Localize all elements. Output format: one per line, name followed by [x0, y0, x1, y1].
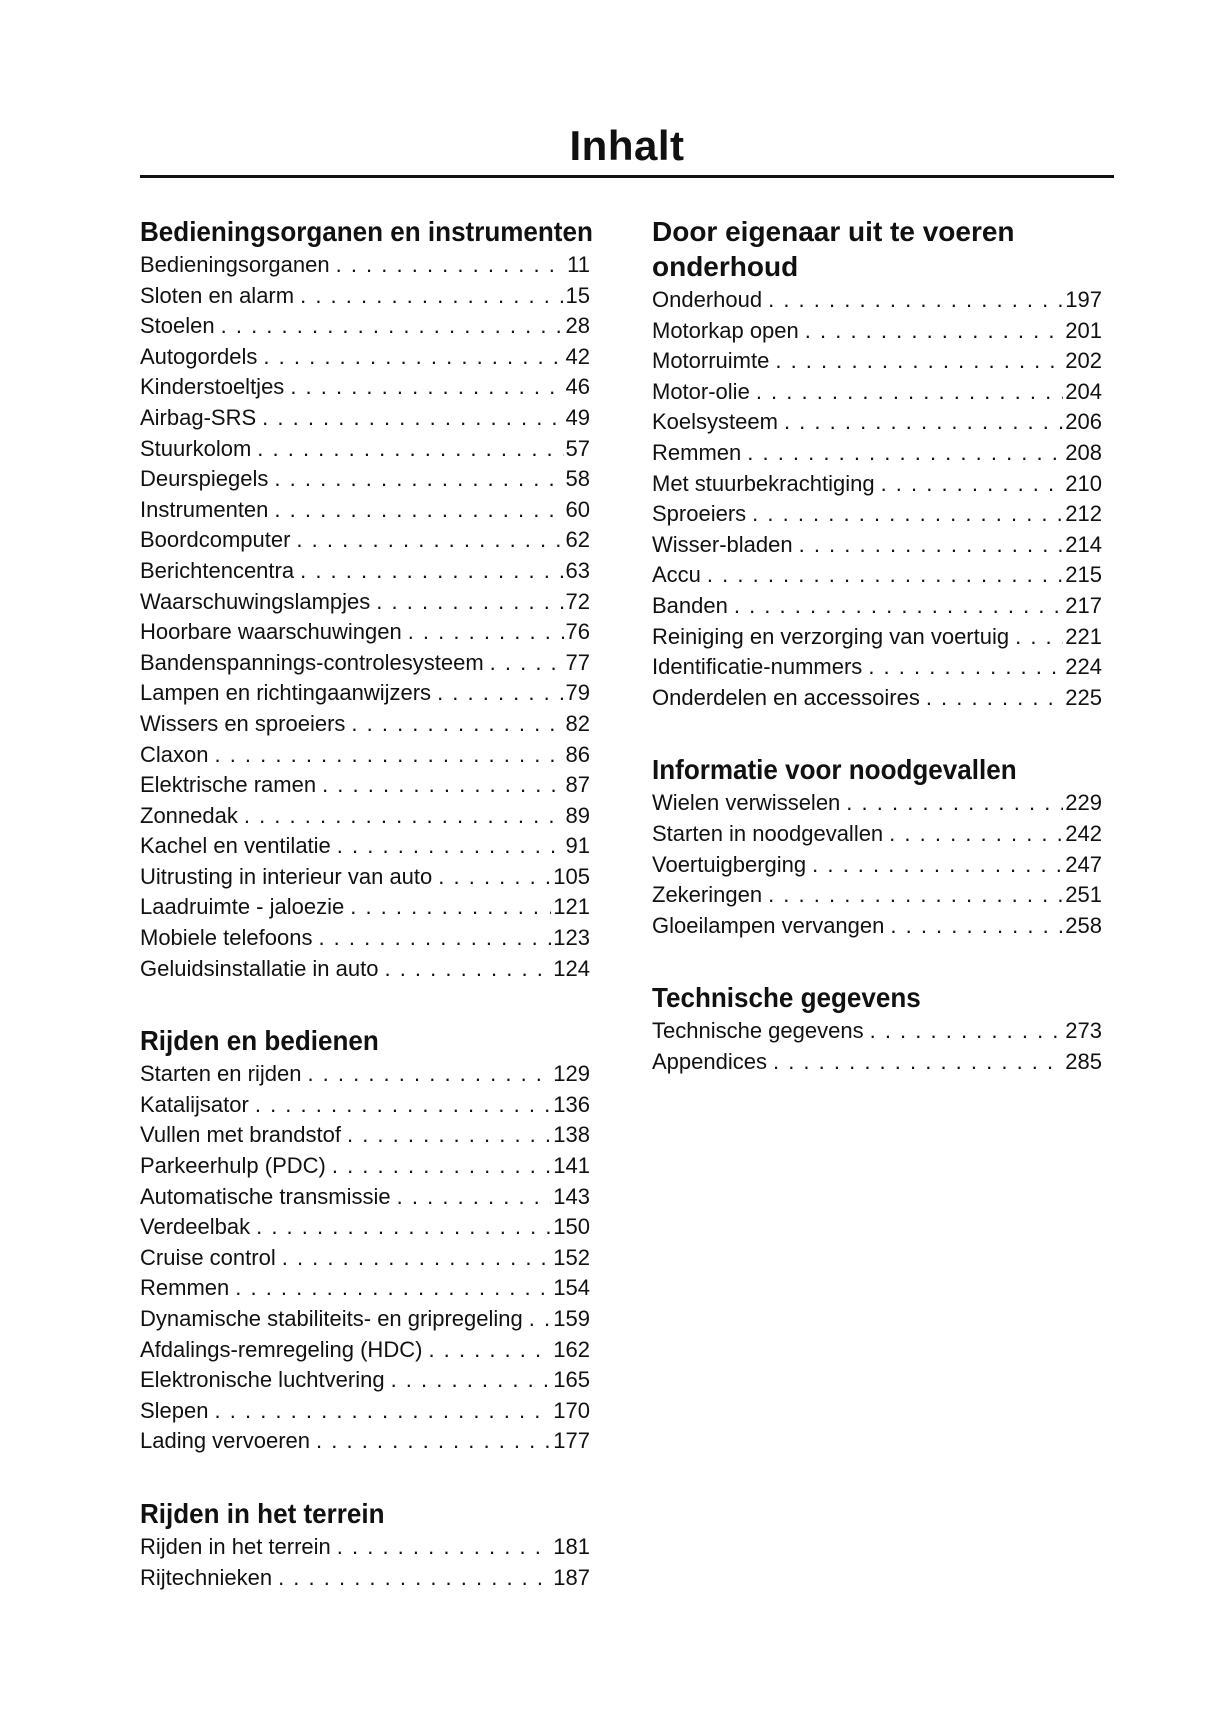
dot-leader: [784, 407, 1063, 438]
toc-entry-title: Voertuigberging: [652, 851, 807, 877]
toc-entry[interactable]: [652, 530, 1102, 561]
toc-entry-title: Lampen en richtingaanwijzers: [140, 680, 432, 706]
toc-entry[interactable]: [140, 1120, 590, 1151]
toc-entry-title: Hoorbare waarschuwingen: [140, 619, 402, 645]
dot-leader: [768, 880, 1063, 911]
toc-entry[interactable]: [652, 819, 1102, 850]
toc-entry-title: Identificatie-nummers: [652, 654, 863, 680]
toc-entry-title: Airbag-SRS: [140, 404, 257, 430]
toc-entry[interactable]: [140, 770, 590, 801]
toc-entry-title: Berichtencentra: [140, 557, 295, 583]
toc-column-left: [140, 214, 593, 1632]
dot-leader: [332, 1151, 551, 1182]
toc-entry-title: Waarschuwingslampjes: [140, 588, 371, 614]
toc-entry-title: Boordcomputer: [140, 527, 291, 553]
toc-entry-page: 42: [565, 343, 590, 369]
dot-leader: [756, 377, 1063, 408]
toc-entry-title: Stoelen: [140, 313, 215, 339]
dot-leader: [890, 911, 1063, 942]
section-heading: Bedieningsorganen en instrumenten: [140, 216, 593, 247]
toc-entry[interactable]: [140, 678, 590, 709]
toc-entry[interactable]: [652, 346, 1102, 377]
toc-entry[interactable]: [140, 1182, 590, 1213]
toc-entry-title: Geluidsinstallatie in auto: [140, 955, 379, 981]
section-heading: Rijden en bedienen: [140, 1025, 379, 1057]
dot-leader: [805, 316, 1064, 347]
dot-leader: [868, 652, 1063, 683]
toc-entry-page: 154: [553, 1275, 590, 1301]
toc-entry-title: Claxon: [140, 741, 209, 767]
toc-entry[interactable]: [140, 587, 590, 618]
toc-entry[interactable]: [652, 683, 1102, 714]
dot-leader: [318, 923, 551, 954]
dot-leader: [274, 464, 563, 495]
dot-leader: [889, 819, 1063, 850]
toc-entry-page: 105: [553, 863, 590, 889]
toc-entry-page: 86: [565, 741, 590, 767]
toc-entry-page: 165: [553, 1367, 590, 1393]
dot-leader: [397, 1182, 552, 1213]
dot-leader: [747, 438, 1063, 469]
toc-entry-page: 206: [1065, 409, 1102, 435]
toc-entry-title: Slepen: [140, 1397, 209, 1423]
toc-entry-page: 62: [565, 527, 590, 553]
toc-entry-page: 79: [565, 680, 590, 706]
toc-entry-title: Wisser-bladen: [652, 531, 793, 557]
toc-entry[interactable]: [652, 1047, 1102, 1078]
toc-entry-title: Wissers en sproeiers: [140, 710, 346, 736]
toc-entry-page: 72: [565, 588, 590, 614]
toc-entry-page: 89: [565, 802, 590, 828]
dot-leader: [428, 1335, 551, 1366]
toc-entry-page: 214: [1065, 531, 1102, 557]
dot-leader: [529, 1304, 552, 1335]
toc-entry-title: Rijtechnieken: [140, 1564, 273, 1590]
toc-entry-page: 46: [565, 374, 590, 400]
dot-leader: [775, 346, 1063, 377]
toc-entry-page: 217: [1065, 592, 1102, 618]
toc-entry[interactable]: [652, 880, 1102, 911]
section-heading: Rijden in het terrein: [140, 1497, 385, 1529]
toc-entry-title: Bandenspannings-controlesysteem: [140, 649, 484, 675]
toc-entry[interactable]: [652, 622, 1102, 653]
toc-entry-title: Sproeiers: [652, 501, 747, 527]
toc-entry-title: Reiniging en verzorging van voertuig: [652, 623, 1010, 649]
toc-entry-page: 150: [553, 1214, 590, 1240]
toc-entry[interactable]: [140, 709, 590, 740]
toc-entry-page: 60: [565, 496, 590, 522]
toc-entry-title: Katalijsator: [140, 1091, 249, 1117]
dot-leader: [336, 250, 566, 281]
toc-entry-page: 202: [1065, 348, 1102, 374]
toc-entry-page: 201: [1065, 317, 1102, 343]
toc-entry-title: Zekeringen: [652, 882, 763, 908]
dot-leader: [290, 372, 563, 403]
toc-entry-page: 136: [553, 1091, 590, 1117]
dot-leader: [263, 342, 563, 373]
toc-entry-page: 258: [1065, 912, 1102, 938]
toc-entry-title: Zonnedak: [140, 802, 238, 828]
toc-entry[interactable]: [652, 560, 1102, 591]
toc-entry-page: 212: [1065, 501, 1102, 527]
toc-entry[interactable]: [140, 1212, 590, 1243]
toc-entry-page: 77: [565, 649, 590, 675]
toc-section: [652, 214, 1102, 713]
toc-entry-page: 28: [565, 313, 590, 339]
toc-entry[interactable]: [652, 850, 1102, 881]
toc-entry-page: 121: [553, 894, 590, 920]
toc-entry-page: 124: [553, 955, 590, 981]
toc-entry-title: Stuurkolom: [140, 435, 252, 461]
toc-entry[interactable]: [140, 1273, 590, 1304]
toc-entry[interactable]: [652, 911, 1102, 942]
page-title: Inhalt: [569, 122, 685, 169]
toc-entry-page: 11: [567, 252, 590, 277]
toc-entry-page: 87: [565, 772, 590, 798]
toc-entry-title: Remmen: [652, 439, 742, 465]
dot-leader: [221, 311, 564, 342]
dot-leader: [322, 770, 563, 801]
dot-leader: [300, 556, 563, 587]
toc-entry-page: 181: [553, 1533, 590, 1559]
toc-entry[interactable]: [652, 469, 1102, 500]
toc-entry[interactable]: [140, 1426, 590, 1457]
dot-leader: [846, 788, 1063, 819]
toc-entry-title: Uitrusting in interieur van auto: [140, 863, 433, 889]
toc-entry[interactable]: [140, 1059, 590, 1090]
toc-entry[interactable]: [140, 740, 590, 771]
toc-section: [140, 214, 593, 984]
toc-entry-page: 187: [553, 1564, 590, 1590]
dot-leader: [215, 1396, 552, 1427]
toc-entry[interactable]: [140, 1090, 590, 1121]
dot-leader: [926, 683, 1063, 714]
dot-leader: [351, 709, 563, 740]
toc-entry[interactable]: [140, 403, 590, 434]
toc-entry-page: 225: [1065, 684, 1102, 710]
dot-leader: [870, 1016, 1064, 1047]
dot-leader: [274, 495, 563, 526]
toc-entry[interactable]: [652, 285, 1102, 316]
dot-leader: [437, 678, 563, 709]
toc-entry-page: 159: [553, 1306, 590, 1331]
toc-entry-title: Lading vervoeren: [140, 1428, 311, 1454]
toc-entry-title: Afdalings-remregeling (HDC): [140, 1336, 423, 1362]
toc-entry-title: Accu: [652, 562, 701, 588]
dot-leader: [438, 862, 551, 893]
toc-entry-page: 210: [1065, 470, 1102, 496]
dot-leader: [490, 648, 564, 679]
toc-entry[interactable]: [652, 377, 1102, 408]
toc-entry-title: Deurspiegels: [140, 466, 269, 492]
toc-entry-title: Bedieningsorganen: [140, 252, 330, 277]
toc-entry[interactable]: [652, 591, 1102, 622]
toc-section: [652, 752, 1102, 941]
toc-entry-title: Kachel en ventilatie: [140, 833, 331, 859]
dot-leader: [316, 1426, 551, 1457]
toc-entry[interactable]: [140, 954, 590, 985]
toc-entry[interactable]: [140, 801, 590, 832]
toc-entry-page: 197: [1065, 287, 1102, 312]
toc-entry-title: Banden: [652, 592, 728, 618]
title-divider: [140, 175, 1114, 178]
dot-leader: [707, 560, 1063, 591]
toc-entry-title: Rijden in het terrein: [140, 1533, 331, 1559]
toc-entry-title: Met stuurbekrachtiging: [652, 470, 875, 496]
toc-entry-title: Koelsysteem: [652, 409, 778, 435]
dot-leader: [214, 740, 563, 771]
section-heading: Door eigenaar uit te voeren onderhoud: [652, 216, 1015, 282]
toc-entry-page: 15: [565, 282, 590, 308]
toc-entry-title: Cruise control: [140, 1244, 276, 1270]
dot-leader: [282, 1243, 552, 1274]
toc-entry-page: 251: [1065, 882, 1102, 908]
dot-leader: [1015, 622, 1063, 653]
toc-entry-title: Technische gegevens: [652, 1018, 864, 1044]
toc-entry[interactable]: [140, 1243, 590, 1274]
toc-entry[interactable]: [140, 311, 590, 342]
toc-section: [140, 1496, 590, 1593]
toc-entry[interactable]: [652, 652, 1102, 683]
toc-entry-title: Motorkap open: [652, 317, 799, 343]
toc-entry[interactable]: [140, 923, 590, 954]
dot-leader: [256, 1212, 551, 1243]
toc-entry-page: 143: [553, 1183, 590, 1209]
dot-leader: [384, 954, 551, 985]
dot-leader: [734, 591, 1063, 622]
dot-leader: [350, 892, 551, 923]
toc-entry-page: 208: [1065, 439, 1102, 465]
toc-entry-title: Starten en rijden: [140, 1061, 302, 1087]
toc-entry-page: 162: [553, 1336, 590, 1362]
toc-section: [652, 980, 1102, 1077]
dot-leader: [337, 831, 564, 862]
dot-leader: [255, 1090, 551, 1121]
toc-entry-page: 224: [1065, 654, 1102, 680]
section-heading: Technische gegevens: [652, 982, 921, 1014]
toc-entry[interactable]: [140, 434, 590, 465]
toc-entry-page: 138: [553, 1122, 590, 1148]
toc-entry-page: 242: [1065, 820, 1102, 846]
toc-entry-title: Remmen: [140, 1275, 230, 1301]
toc-entry-title: Motor-olie: [652, 378, 750, 404]
toc-entry[interactable]: [140, 281, 590, 312]
toc-entry-title: Dynamische stabiliteits- en gripregeling: [140, 1306, 523, 1331]
toc-entry-page: 129: [553, 1061, 590, 1087]
toc-entry-title: Kinderstoeltjes: [140, 374, 285, 400]
toc-entry-page: 229: [1065, 790, 1102, 816]
toc-entry-page: 58: [565, 466, 590, 492]
toc-entry-title: Verdeelbak: [140, 1214, 251, 1240]
toc-entry-title: Wielen verwisselen: [652, 790, 841, 816]
toc-entry-page: 152: [553, 1244, 590, 1270]
toc-entry[interactable]: [652, 1016, 1102, 1047]
toc-entry-title: Starten in noodgevallen: [652, 820, 884, 846]
toc-entry-title: Sloten en alarm: [140, 282, 295, 308]
toc-entry-page: 57: [565, 435, 590, 461]
toc-entry-title: Instrumenten: [140, 496, 269, 522]
toc-entry[interactable]: [652, 407, 1102, 438]
toc-entry-title: Elektronische luchtvering: [140, 1367, 385, 1393]
toc-entry[interactable]: [140, 372, 590, 403]
toc-entry[interactable]: [140, 1335, 590, 1366]
dot-leader: [300, 281, 563, 312]
toc-entry-page: 141: [553, 1153, 590, 1179]
section-heading: Informatie voor noodgevallen: [652, 754, 1017, 786]
toc-entry-page: 91: [565, 833, 590, 859]
toc-entry-page: 49: [565, 404, 590, 430]
dot-leader: [235, 1273, 551, 1304]
dot-leader: [347, 1120, 551, 1151]
dot-leader: [881, 469, 1064, 500]
toc-entry-page: 285: [1065, 1048, 1102, 1074]
dot-leader: [812, 850, 1063, 881]
dot-leader: [408, 617, 564, 648]
toc-entry-page: 82: [565, 710, 590, 736]
toc-entry-title: Autogordels: [140, 343, 258, 369]
toc-entry-title: Gloeilampen vervangen: [652, 912, 885, 938]
toc-entry-title: Parkeerhulp (PDC): [140, 1153, 326, 1179]
toc-section: [140, 1023, 590, 1457]
dot-leader: [799, 530, 1064, 561]
toc-entry[interactable]: [140, 648, 590, 679]
toc-entry-page: 221: [1065, 623, 1102, 649]
toc-entry[interactable]: [140, 525, 590, 556]
toc-entry[interactable]: [140, 892, 590, 923]
toc-entry[interactable]: [652, 788, 1102, 819]
toc-entry-title: Laadruimte - jaloezie: [140, 894, 345, 920]
toc-entry-page: 76: [565, 619, 590, 645]
dot-leader: [244, 801, 564, 832]
toc-entry[interactable]: [652, 438, 1102, 469]
toc-entry-page: 63: [565, 557, 590, 583]
toc-entry-title: Automatische transmissie: [140, 1183, 391, 1209]
toc-entry-title: Onderhoud: [652, 287, 763, 312]
toc-entry[interactable]: [140, 1304, 590, 1335]
toc-entry[interactable]: [140, 862, 590, 893]
toc-entry[interactable]: [140, 1563, 590, 1594]
toc-entry[interactable]: [652, 316, 1102, 347]
dot-leader: [768, 285, 1063, 316]
toc-entry-title: Onderdelen en accessoires: [652, 684, 920, 710]
dot-leader: [337, 1532, 552, 1563]
toc-entry[interactable]: [140, 1396, 590, 1427]
dot-leader: [278, 1563, 551, 1594]
dot-leader: [257, 434, 563, 465]
toc-entry[interactable]: [140, 1365, 590, 1396]
toc-entry[interactable]: [140, 617, 590, 648]
toc-entry[interactable]: [140, 495, 590, 526]
dot-leader: [262, 403, 563, 434]
dot-leader: [752, 499, 1063, 530]
toc-entry-page: 247: [1065, 851, 1102, 877]
toc-entry-page: 123: [553, 925, 590, 951]
dot-leader: [376, 587, 563, 618]
dot-leader: [391, 1365, 552, 1396]
toc-entry-page: 273: [1065, 1018, 1102, 1044]
toc-entry[interactable]: [140, 464, 590, 495]
toc-entry[interactable]: [140, 342, 590, 373]
toc-entry[interactable]: [140, 831, 590, 862]
toc-entry-title: Vullen met brandstof: [140, 1122, 341, 1148]
toc-entry[interactable]: [140, 250, 590, 281]
dot-leader: [773, 1047, 1063, 1078]
toc-entry[interactable]: [140, 1532, 590, 1563]
toc-entry-page: 204: [1065, 378, 1102, 404]
toc-entry-title: Motorruimte: [652, 348, 770, 374]
toc-entry[interactable]: [140, 1151, 590, 1182]
toc-entry-page: 215: [1065, 562, 1102, 588]
toc-entry-page: 170: [553, 1397, 590, 1423]
toc-column-right: [652, 214, 1102, 1116]
toc-entry-title: Mobiele telefoons: [140, 925, 313, 951]
toc-entry-title: Elektrische ramen: [140, 772, 317, 798]
dot-leader: [296, 525, 563, 556]
toc-entry[interactable]: [140, 556, 590, 587]
dot-leader: [307, 1059, 551, 1090]
toc-entry-page: 177: [553, 1428, 590, 1454]
toc-entry-title: Appendices: [652, 1048, 767, 1074]
toc-entry[interactable]: [652, 499, 1102, 530]
